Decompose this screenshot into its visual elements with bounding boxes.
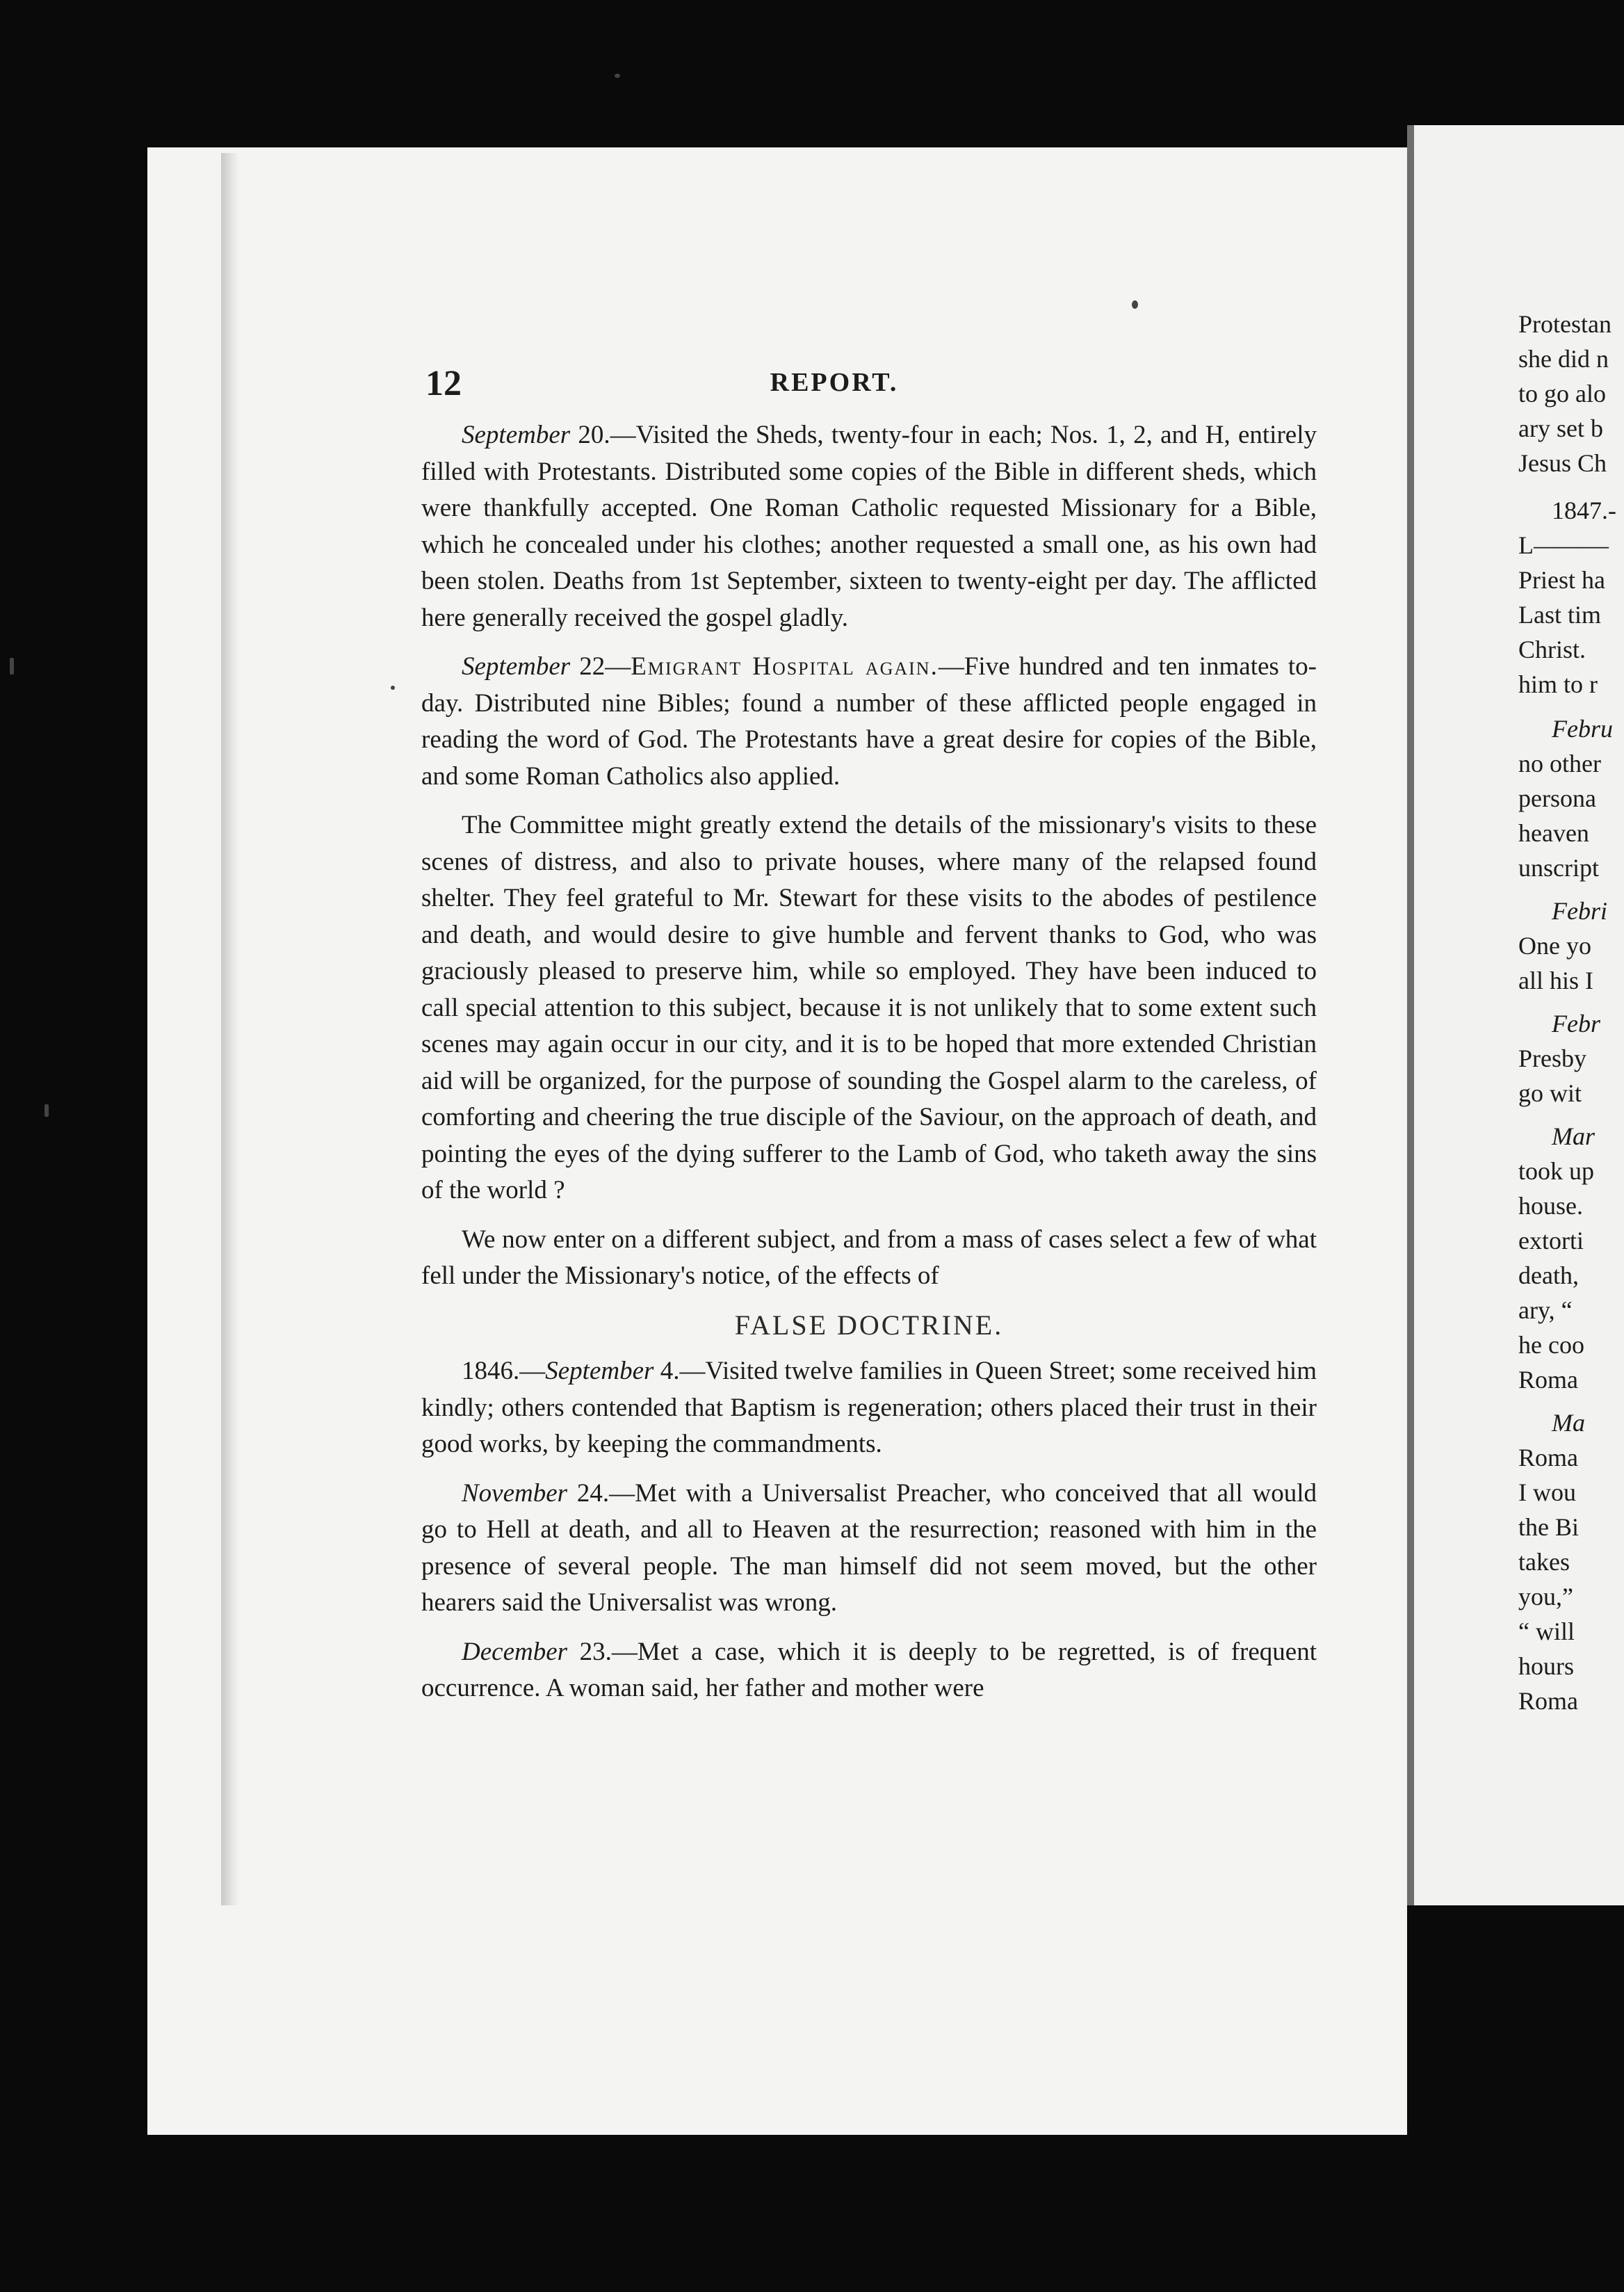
page-fold-shadow (221, 153, 239, 1905)
facing-page-line: Presby (1518, 1044, 1586, 1072)
margin-mark (44, 1104, 49, 1117)
facing-page-line: Priest ha (1518, 566, 1605, 594)
entry-location: Emigrant Hospital again. (631, 652, 939, 681)
facing-page-line: One yo (1518, 932, 1591, 960)
ink-speck (1132, 300, 1138, 309)
facing-page-line: ary set b (1518, 414, 1603, 442)
running-head: REPORT. (770, 368, 899, 397)
entry-text: 24.—Met with a Universalist Preacher, who conceived that all would go to Hell at death, and all to Heaven at the resurrection; reasoned with him in the presence of several people. The man himself did not seem moved, but the other hearers said the Universalist was wrong. (421, 1478, 1317, 1617)
facing-page-line: she did n (1518, 345, 1609, 373)
facing-page-line: house. (1518, 1192, 1583, 1220)
facing-page-line: I wou (1518, 1478, 1576, 1506)
entry-text: 4.—Visited twelve families in Queen Street; some received him kindly; others contended that Baptism is regeneration; others placed their trust in their good works, by keeping the commandments. (421, 1357, 1317, 1458)
entry-date: September (545, 1357, 654, 1385)
entry-paragraph (421, 1476, 1317, 1622)
facing-page-line: persona (1518, 784, 1596, 812)
entry-year: 1846.— (462, 1357, 546, 1385)
entry-text: —Five hundred and ten inmates to-day. Distributed nine Bibles; found a number of these afflicted people engaged in reading the word of God. The Protestants have a great desire for copies of the Bible, and some Roman Catholics also applied. (421, 652, 1317, 791)
facing-page-line: heaven (1518, 819, 1589, 847)
facing-page-line: unscript (1518, 854, 1599, 882)
body-text (421, 417, 1317, 1720)
ink-speck (391, 686, 395, 690)
entry-text: 20.—Visited the Sheds, twenty-four in each; Nos. 1, 2, and H, entirely filled with Protestants. Distributed some copies of the Bible in different sheds, which were thankfully accepted. One Roman Catholic requested Missionary for a Bible, which he concealed under his clothes; another requested a small one, as his own had been stolen. Deaths from 1st September, sixteen to twenty-eight per day. The afflicted here generally received the gospel gladly. (421, 421, 1317, 632)
entry-paragraph (421, 417, 1317, 636)
facing-page-line: Febri (1552, 897, 1607, 925)
facing-page-line: Febr (1552, 1010, 1600, 1038)
facing-page-line: hours (1518, 1652, 1574, 1680)
transition-paragraph: We now enter on a different subject, and from a mass of cases select a few of what fell under the Missionary's notice, of the effects of (421, 1225, 1317, 1290)
facing-page-line: the Bi (1518, 1513, 1579, 1541)
facing-page-line: Last tim (1518, 601, 1601, 629)
entry-paragraph (421, 1353, 1317, 1463)
entry-date: September (462, 652, 571, 681)
facing-page-line: you,” (1518, 1583, 1573, 1611)
facing-page-line: extorti (1518, 1227, 1584, 1254)
facing-page-line: ary, “ (1518, 1296, 1573, 1324)
facing-page-line: Roma (1518, 1444, 1578, 1471)
entry-date: September (462, 421, 571, 449)
facing-page-line: go wit (1518, 1079, 1582, 1107)
facing-page-line: Febru (1552, 715, 1613, 743)
committee-paragraph: The Committee might greatly extend the details of the missionary's visits to these scenes of distress, and also to private houses, where many of the relapsed found shelter. They feel grateful to Mr. Stewart for these visits to the abodes of pestilence and death, and would desire to give humble and fervent thanks to God, who was graciously pleased to preserve him, while so employed. They have been induced to call special attention to this subject, because it is not unlikely that to some extent such scenes may again occur in our city, and it is to be hoped that more extended Christian aid will be organized, for the purpose of sounding the Gospel alarm to the careless, of comforting and cheering the true disciple of the Saviour, on the approach of death, and pointing the eyes of the dying sufferer to the Lamb of God, who taketh away the sins of the world ? (421, 811, 1317, 1204)
facing-page-line: to go alo (1518, 380, 1606, 407)
facing-page-line: “ will (1518, 1617, 1575, 1645)
facing-page-line: no other (1518, 750, 1601, 777)
facing-page-line: takes (1518, 1548, 1570, 1576)
facing-page-line: Protestan (1518, 310, 1611, 338)
facing-page-line: Christ. (1518, 636, 1586, 663)
entry-day: 22— (570, 652, 631, 681)
entry-paragraph (421, 1634, 1317, 1707)
section-heading: FALSE DOCTRINE. (734, 1309, 1004, 1341)
margin-mark (10, 658, 14, 675)
facing-page-line: Roma (1518, 1687, 1578, 1715)
facing-page-line: took up (1518, 1157, 1595, 1185)
facing-page-line: Roma (1518, 1366, 1578, 1394)
entry-text: 23.—Met a case, which it is deeply to be regretted, is of frequent occurrence. A woman said, her father and mother were (421, 1637, 1317, 1702)
facing-page-line: Jesus Ch (1518, 449, 1607, 477)
facing-page-line: all his I (1518, 967, 1593, 994)
facing-page-line: him to r (1518, 670, 1598, 698)
facing-page-line: L——— (1518, 531, 1609, 559)
facing-page-line: death, (1518, 1261, 1579, 1289)
entry-paragraph (421, 649, 1317, 795)
book-gutter (1407, 125, 1414, 1905)
entry-date: December (462, 1637, 568, 1666)
entry-date: November (462, 1478, 568, 1508)
facing-page-line: 1847.- (1552, 497, 1616, 524)
facing-page (1414, 125, 1624, 1905)
margin-mark (615, 74, 620, 78)
facing-page-line: Ma (1552, 1409, 1585, 1437)
page-number: 12 (425, 364, 462, 403)
facing-page-line: Mar (1552, 1122, 1595, 1150)
facing-page-line: he coo (1518, 1331, 1584, 1359)
